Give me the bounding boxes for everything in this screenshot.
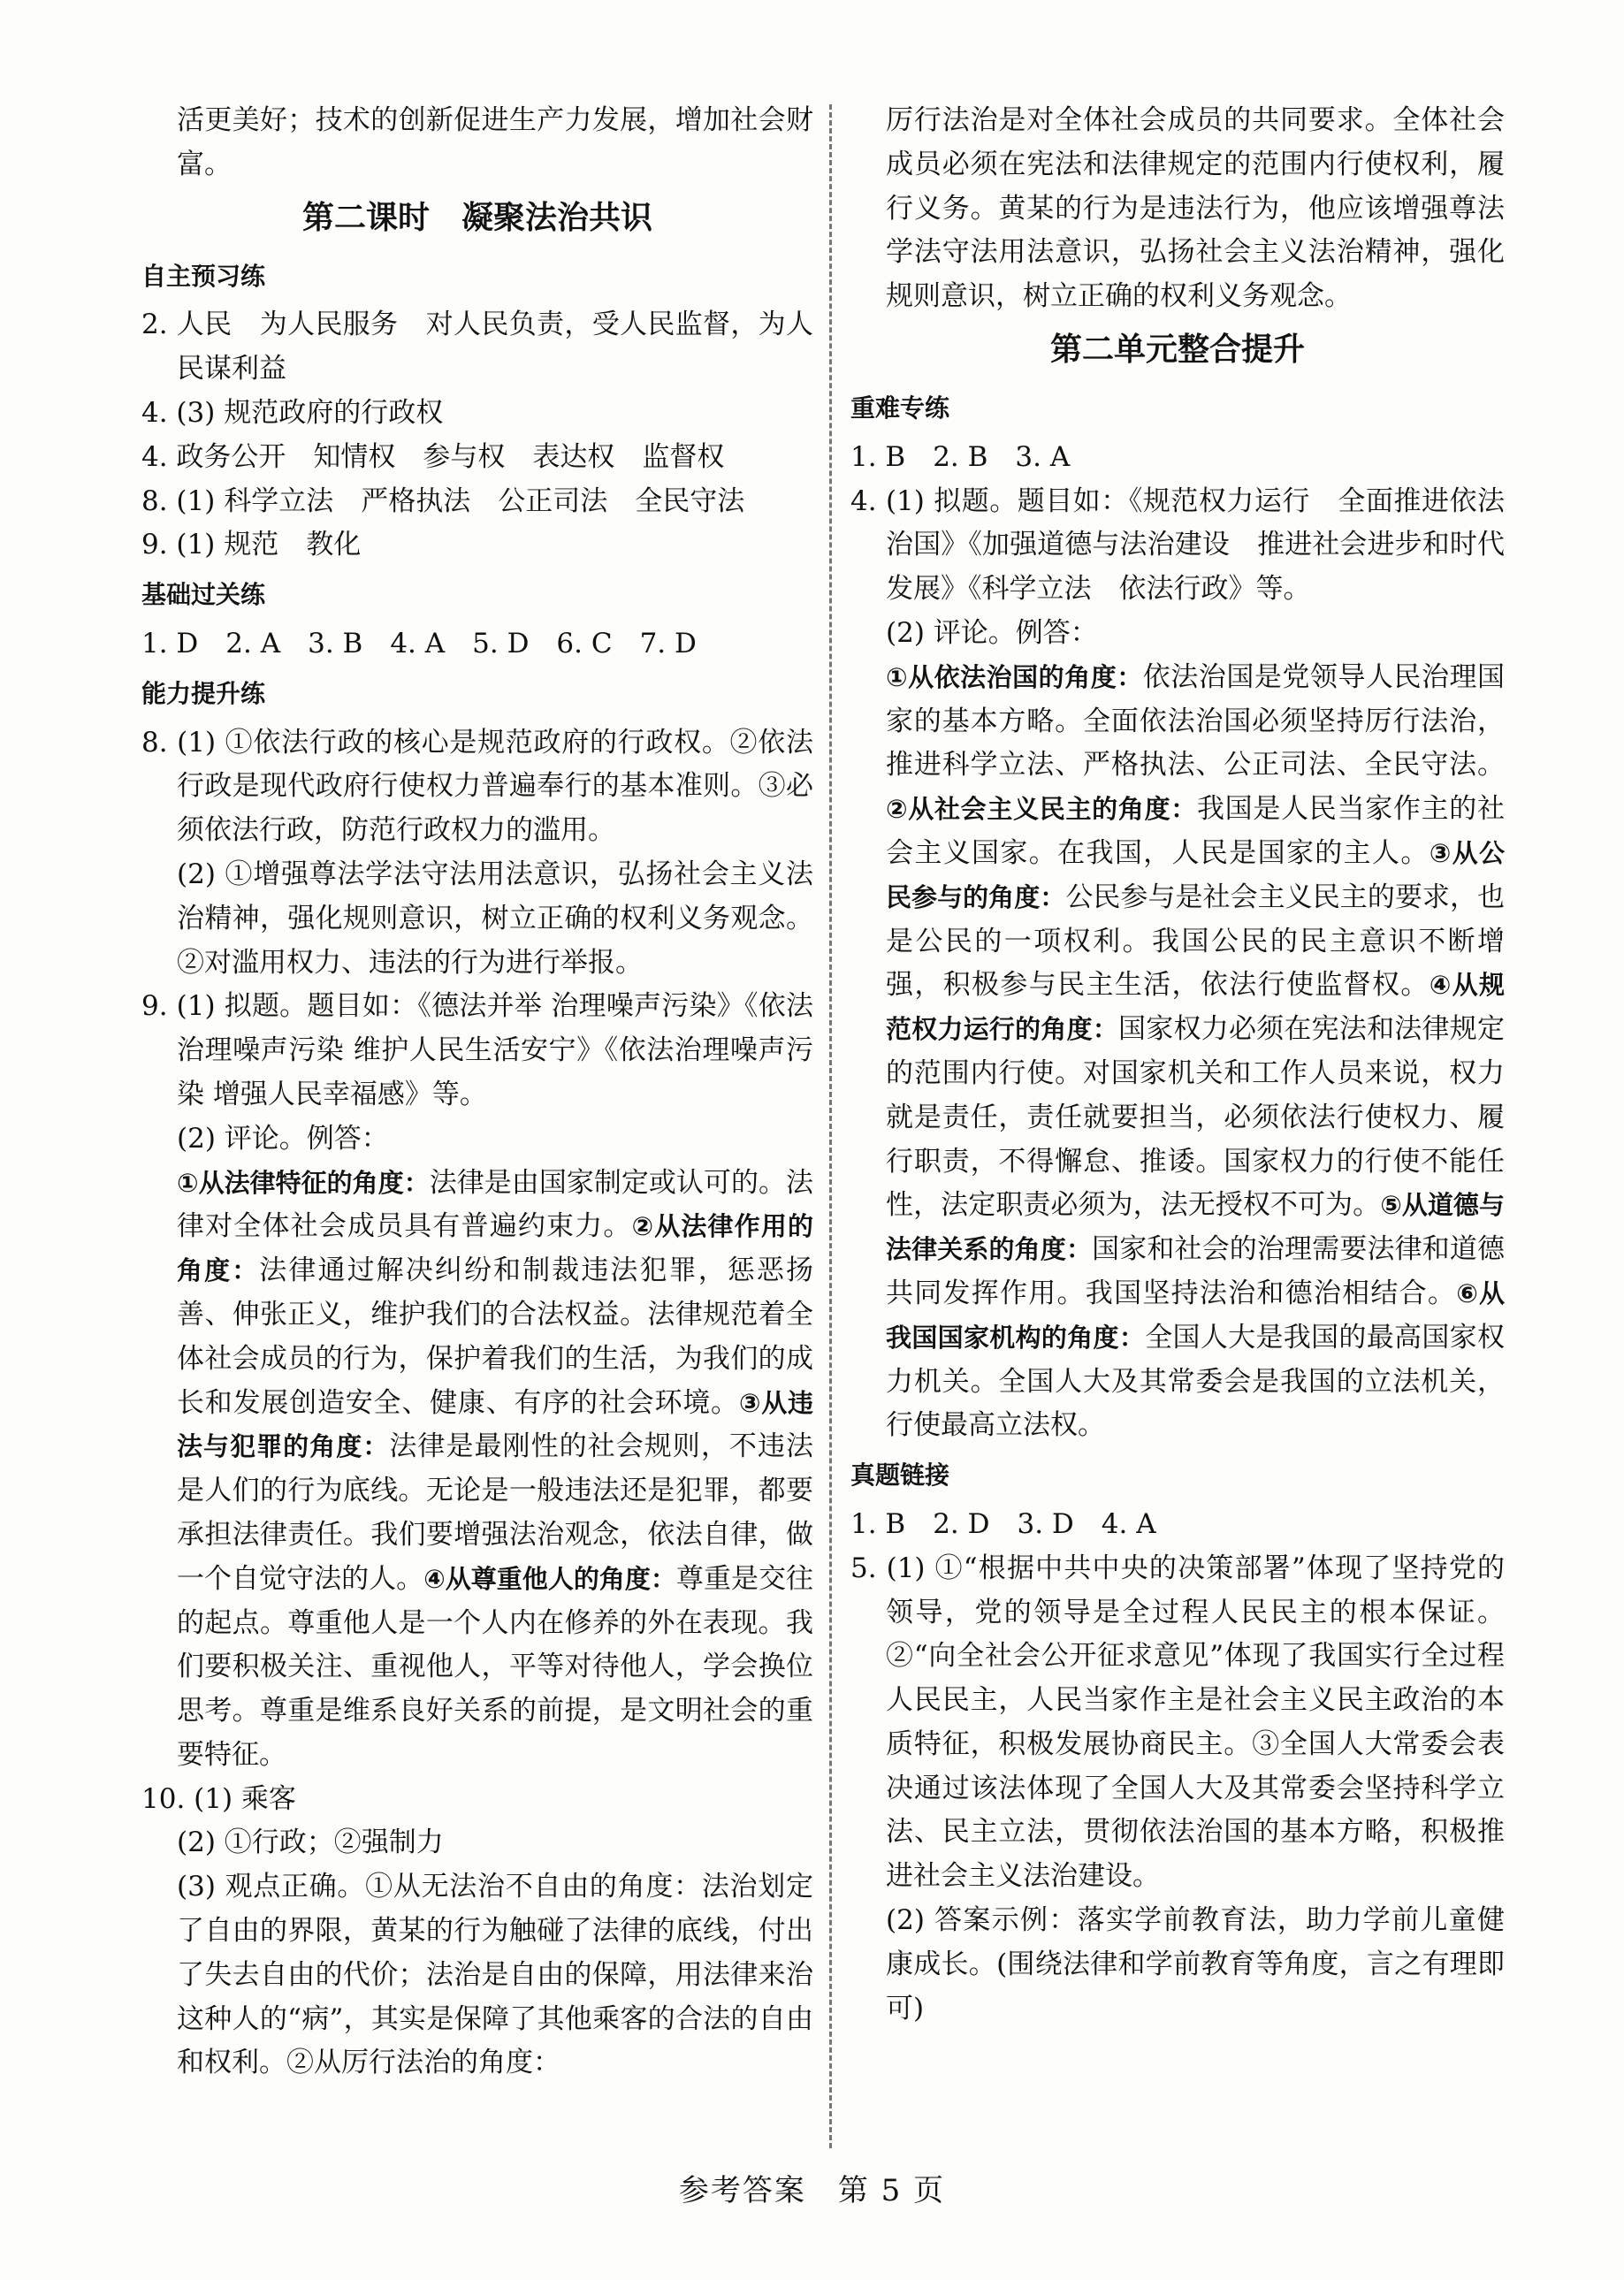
section-heading-real-exam: 真题链接 — [850, 1460, 950, 1491]
exam-answer-5-2: (2) 答案示例：落实学前教育法，助力学前儿童健康成长。(围绕法律和学前教育等角度，言之有理即可) — [886, 1904, 1505, 2025]
answer-2: 2. 人民 为人民服务 对人民负责，受人民监督，为人民谋利益 — [141, 309, 813, 385]
perspective-label: ②从法律作用的角度： — [177, 1211, 813, 1286]
unit-title: 第二单元整合提升 — [1049, 331, 1305, 368]
perspective-label: ①从依法治国的角度： — [886, 661, 1143, 692]
key-answers-1-3: 1. B 2. B 3. A — [850, 440, 1071, 473]
answer-8-1: 8. (1) ①依法行政的核心是规范政府的行政权。②依法行政是现代政府行使权力普遍奉行的基本准则。③必须依法行政，防范行政权力的滥用。 — [141, 726, 813, 847]
answer-9: 9. (1) 规范 教化 — [141, 529, 362, 561]
answer-9-commentary — [141, 1162, 813, 1778]
answer-9-1: 9. (1) 拟题。题目如：《德法并举 治理噪声污染》《依法治理噪声污染 维护人民生活安宁》《依法治理噪声污染 增强人民幸福感》等。 — [141, 990, 813, 1110]
perspective-text: 法律通过解决纠纷和制裁违法犯罪，惩恶扬善、伸张正义，维护我们的合法权益。法律规范着全体社会成员的行为，保护着我们的生活，为我们的成长和发展创造安全、健康、有序的社会环境。 — [177, 1254, 813, 1419]
perspective-label: ③从违法与犯罪的角度： — [177, 1387, 813, 1462]
answer-10-continuation: 厉行法治是对全体社会成员的共同要求。全体社会成员必须在宪法和法律规定的范围内行使权利，履行义务。黄某的行为是违法行为，他应该增强尊法学法守法用法意识，弘扬社会主义法治精神，强化规则意识，树立正确的权利义务观念。 — [886, 104, 1505, 313]
perspective-text: 依法治国是党领导人民治理国家的基本方略。全面依法治国必须坚持厉行法治，推进科学立法、严格执法、公正司法、全民守法。 — [886, 660, 1506, 782]
perspective-text: 法律是最刚性的社会规则，不违法是人们的行为底线。无论是一般违法还是犯罪，都要承担法律责任。我们要增强法治观念，依法自律，做一个自觉守法的人。 — [177, 1430, 813, 1595]
section-heading-basic: 基础过关练 — [141, 580, 266, 610]
perspective-label: ③从公民参与的角度： — [886, 837, 1505, 912]
exam-answers-1-4: 1. B 2. D 3. D 4. A — [850, 1507, 1156, 1540]
exam-answer-5-1: 5. (1) ①“根据中共中央的决策部署”体现了坚持党的领导，党的领导是全过程人民民主的根本保证。②“向全社会公开征求意见”体现了我国实行全过程人民民主，人民当家作主是社会主义民主政治的本质特征，积极发展协商民主。③全国人大常委会表决通过该法体现了全国人大及其常委会坚持科学立法、民主立法，贯彻依法治国的基本方略，积极推进社会主义法治建设。 — [850, 1552, 1505, 1893]
perspective-text: 国家和社会的治理需要法律和道德共同发挥作用。我国坚持法治和德治相结合。 — [886, 1233, 1505, 1309]
intro-continuation: 活更美好；技术的创新促进生产力发展，增加社会财富。 — [177, 104, 813, 180]
perspective-text: 我国是人民当家作主的社会主义国家。在我国，人民是国家的主人。 — [886, 793, 1506, 869]
perspective-label: ④从规范权力运行的角度： — [886, 970, 1505, 1045]
perspective-label: ①从法律特征的角度： — [177, 1167, 430, 1198]
page-footer: 参考答案 第 5 页 — [678, 2173, 946, 2208]
key-answer-4-1: 4. (1) 拟题。题目如：《规范权力运行 全面推进依法治国》《加强道德与法治建设 推进社会进步和时代发展》《科学立法 依法行政》等。 — [850, 484, 1505, 606]
answer-10-3: (3) 观点正确。①从无法治不自由的角度：法治划定了自由的界限，黄某的行为触碰了法律的底线，付出了失去自由的代价；法治是自由的保障，用法律来治这种人的“病”，其实是保障了其他乘客的合法的自由和权利。②从厉行法治的角度： — [177, 1871, 813, 2079]
column-divider — [829, 104, 832, 2148]
answer-4b: 4. 政务公开 知情权 参与权 表达权 监督权 — [141, 440, 725, 473]
perspective-text: 尊重是交往的起点。尊重他人是一个人内在修养的外在表现。我们要积极关注、重视他人，平等对待他人，学会换位思考。尊重是维系良好关系的前提，是文明社会的重要特征。 — [177, 1562, 813, 1771]
section-heading-preview: 自主预习练 — [141, 261, 266, 291]
answer-10-2: (2) ①行政；②强制力 — [177, 1826, 444, 1859]
basic-answers: 1. D 2. A 3. B 4. A 5. D 6. C 7. D — [141, 627, 697, 660]
right-column — [850, 99, 1505, 2031]
answer-8: 8. (1) 科学立法 严格执法 公正司法 全民守法 — [141, 484, 745, 517]
answer-4a: 4. (3) 规范政府的行政权 — [141, 396, 444, 429]
answer-10-1: 10. (1) 乘客 — [141, 1782, 296, 1815]
perspective-text: 法律是由国家制定或认可的。法律对全体社会成员具有普遍约束力。 — [177, 1166, 813, 1243]
perspective-text: 国家权力必须在宪法和法律规定的范围内行使。对国家机关和工作人员来说，权力就是责任，责任就要担当，必须依法行使权力、履行职责，不得懈怠、推诿。国家权力的行使不能任性，法定职责必须为，法无授权不可为。 — [886, 1013, 1505, 1222]
section-heading-ability: 能力提升练 — [141, 678, 266, 708]
perspective-label: ②从社会主义民主的角度： — [886, 794, 1197, 825]
answer-9-2: (2) 评论。例答： — [177, 1122, 389, 1155]
answer-8-2: (2) ①增强尊法学法守法用法意识，弘扬社会主义法治精神，强化规则意识，树立正确的权利义务观念。②对滥用权力、违法的行为进行举报。 — [177, 858, 813, 979]
perspective-text: 公民参与是社会主义民主的要求，也是公民的一项权利。我国公民的民主意识不断增强，积极参与民主生活，依法行使监督权。 — [886, 881, 1505, 1002]
perspective-label: ⑥从我国国家机构的角度： — [886, 1277, 1506, 1353]
section-heading-key-difficult: 重难专练 — [850, 393, 950, 423]
key-answer-4-2: (2) 评论。例答： — [886, 616, 1098, 649]
perspective-text: 全国人大是我国的最高国家权力机关。全国人大及其常委会是我国的立法机关，行使最高立法权。 — [886, 1321, 1505, 1442]
perspective-label: ⑤从道德与法律关系的角度： — [886, 1190, 1506, 1265]
perspective-label: ④从尊重他人的角度： — [423, 1563, 676, 1594]
lesson-title: 第二课时 凝聚法治共识 — [301, 199, 652, 236]
left-column — [141, 99, 813, 2086]
key-answer-4-commentary — [850, 656, 1505, 1448]
